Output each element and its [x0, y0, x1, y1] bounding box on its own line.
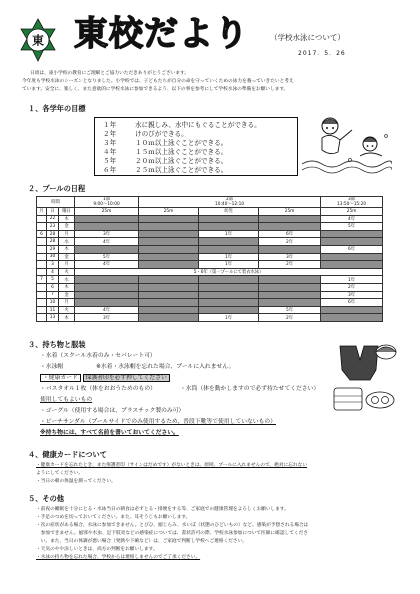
goal-desc: １０ｍ以上泳ぐことができる。 — [135, 139, 228, 147]
schedule-cell — [199, 306, 259, 314]
day-cell: 30 — [47, 253, 59, 261]
schedule-row — [37, 245, 383, 253]
month-cell — [37, 268, 47, 276]
schedule-cell — [199, 245, 259, 253]
swim-goods-illustration — [330, 340, 400, 420]
schedule-cell: 4年 — [75, 238, 139, 246]
health-card-line-2: ようにしてください。 — [36, 471, 83, 476]
schedule-cell — [75, 223, 139, 231]
schedule-row — [37, 253, 383, 261]
schedule-cell — [321, 238, 383, 246]
schedule-cell — [139, 314, 199, 322]
section-items-heading: ３、持ち物と服装 — [28, 340, 86, 349]
weekday-cell: 月 — [59, 261, 75, 269]
item-health-card — [40, 374, 170, 382]
col-header: 25m — [75, 208, 139, 216]
weekday-cell: 金 — [59, 223, 75, 231]
newsletter-subtitle: （学校水泳について） — [270, 33, 345, 42]
month-cell — [37, 253, 47, 261]
weekday-cell: 水 — [59, 238, 75, 246]
goal-grade: ５年 — [103, 157, 117, 165]
day-cell: 4 — [47, 268, 59, 276]
schedule-row — [37, 283, 383, 291]
item-swimcap-note: ※水着・水泳帽を忘れた場合、プールに入れません。 — [96, 364, 235, 370]
section-health-card-heading: ４、健康カードについて — [28, 450, 107, 459]
schedule-cell — [139, 276, 199, 284]
schedule-cell: 5年 — [321, 223, 383, 231]
month-cell: 7 — [37, 276, 47, 284]
goal-grade: ３年 — [103, 139, 117, 147]
goal-grade: ２年 — [103, 130, 117, 138]
goal-desc: ２５ｍ以上泳ぐことができる。 — [135, 166, 228, 174]
schedule-cell — [139, 299, 199, 307]
goal-desc: ２０ｍ以上泳ぐことができる。 — [135, 157, 228, 165]
schedule-cell: 6年 — [259, 230, 321, 238]
month-cell — [37, 223, 47, 231]
schedule-cell — [139, 245, 199, 253]
schedule-cell — [75, 276, 139, 284]
schedule-cell — [259, 283, 321, 291]
school-logo — [16, 18, 60, 62]
weekday-cell: 木 — [59, 314, 75, 322]
schedule-cell — [199, 291, 259, 299]
health-card-label: ・健康カード — [40, 374, 81, 382]
schedule-cell — [259, 276, 321, 284]
schedule-row — [37, 276, 383, 284]
schedule-cell: 4年 — [75, 261, 139, 269]
health-card-line-1: ・健康カードを忘れたとき、また保護者印（サインはだめです）がないときは、原則、プールに入れませんので、絶対に忘れない — [36, 463, 308, 468]
day-cell: 29 — [47, 245, 59, 253]
schedule-cell: 4年 — [321, 215, 383, 223]
period-2: 2部 10:40～12:10 — [139, 197, 321, 208]
month-cell — [37, 306, 47, 314]
col-header: 曜日 — [59, 208, 75, 216]
schedule-cell — [139, 283, 199, 291]
schedule-cell — [139, 261, 199, 269]
schedule-cell: 2年 — [259, 261, 321, 269]
month-cell: 6 — [37, 230, 47, 238]
weekday-cell: 火 — [59, 268, 75, 276]
section-other-heading: ５、その他 — [28, 494, 64, 503]
item-sandals: ・ビーチサンダル（プールサイドでのみ使用するため、普段下靴等で使用していないもの） — [40, 419, 276, 425]
weekday-cell: 水 — [59, 276, 75, 284]
month-cell — [37, 291, 47, 299]
schedule-cell — [259, 223, 321, 231]
item-water-bottle: ・水筒（体を動かしますので必ず持たせてください） — [180, 386, 320, 392]
goal-grade: １年 — [103, 121, 117, 129]
schedule-cell: 1年 — [199, 230, 259, 238]
newsletter-title: 東校だより — [74, 14, 249, 54]
day-cell: 11 — [47, 306, 59, 314]
other-line-6: ・天気のやや涼しいときは、尚方の判断をお願いします。 — [36, 547, 158, 552]
month-cell — [37, 283, 47, 291]
schedule-cell — [139, 238, 199, 246]
issue-date: 2017．5．26 — [298, 50, 346, 57]
schedule-cell: 3年 — [321, 291, 383, 299]
day-cell: 7 — [47, 291, 59, 299]
schedule-cell — [199, 283, 259, 291]
schedule-cell: 4年 — [75, 306, 139, 314]
weekday-cell: 木 — [59, 245, 75, 253]
schedule-row — [37, 215, 383, 223]
logo-text: 東 — [31, 33, 45, 48]
schedule-cell: 1年 — [199, 261, 259, 269]
other-line-2: ・手足のつめを切っておいてください。また、耳そうじもお願いします。 — [36, 515, 191, 520]
schedule-cell — [321, 253, 383, 261]
item-towel: ・バスタオル１枚（体をおおうためのもの） — [40, 386, 156, 392]
schedule-cell — [321, 314, 383, 322]
col-header: 25m — [321, 208, 383, 216]
day-cell: 22 — [47, 215, 59, 223]
health-card-line-3: ・当日の朝の体温を測ってください。 — [36, 479, 116, 484]
schedule-cell: 5年 — [75, 253, 139, 261]
goals-box — [94, 117, 298, 176]
day-cell: 13 — [47, 314, 59, 322]
schedule-cell — [75, 283, 139, 291]
schedule-row — [37, 238, 383, 246]
name-label-note: ※持ち物には、すべて名前を書いておいてください。 — [40, 430, 179, 436]
schedule-row — [37, 306, 383, 314]
schedule-cell: 3年 — [259, 253, 321, 261]
weekday-cell: 月 — [59, 299, 75, 307]
schedule-cell: 3年 — [75, 230, 139, 238]
weekday-cell: 金 — [59, 253, 75, 261]
day-cell: 6 — [47, 283, 59, 291]
section-goals-heading: １、各学年の目標 — [28, 104, 86, 113]
schedule-cell — [259, 215, 321, 223]
schedule-cell: 6年 — [321, 299, 383, 307]
schedule-row — [37, 230, 383, 238]
month-cell — [37, 215, 47, 223]
schedule-cell — [139, 291, 199, 299]
goal-desc: けのびができる。 — [135, 130, 188, 138]
schedule-cell — [199, 299, 259, 307]
schedule-cell — [75, 245, 139, 253]
schedule-cell — [259, 245, 321, 253]
month-cell — [37, 238, 47, 246]
schedule-cell: 2年 — [259, 238, 321, 246]
weekday-cell: 木 — [59, 283, 75, 291]
goal-grade: ６年 — [103, 166, 117, 174]
schedule-cell — [75, 291, 139, 299]
day-cell: 5 — [47, 276, 59, 284]
schedule-cell: 5年 — [259, 306, 321, 314]
schedule-row — [37, 261, 383, 269]
schedule-row — [37, 299, 383, 307]
schedule-cell — [75, 215, 139, 223]
day-cell: 28 — [47, 238, 59, 246]
table-subheader-row — [37, 208, 383, 216]
schedule-cell — [321, 230, 383, 238]
other-line-5: い。また、当日の体調が悪い場合（発熱や下痢など）は、ご家庭で判断し学校へご連絡ください。 — [36, 539, 247, 544]
goal-desc: 水に親しみ、水中にもぐることができる。 — [135, 121, 261, 129]
schedule-row — [37, 291, 383, 299]
schedule-row — [37, 223, 383, 231]
goal-grade: ４年 — [103, 148, 117, 156]
schedule-cell — [199, 223, 259, 231]
schedule-row — [37, 314, 383, 322]
day-cell: 3 — [47, 261, 59, 269]
intro-line-2: 今年度も学校水泳のシーズンとなりました。小学校では、子どもたちが自分の命を守っていくための泳力を養っていきたいと考え — [22, 79, 294, 84]
intro-line-3: ています。安全に、楽しく、また意欲的に学校水泳に参加できるよう、以下の事を参考にして学校水泳の準備をお願いします。 — [22, 87, 289, 92]
col-header: 幼児 — [199, 208, 259, 216]
goal-desc: １５ｍ以上泳ぐことができる。 — [135, 148, 228, 156]
pool-schedule-table — [36, 196, 383, 322]
schedule-cell — [139, 306, 199, 314]
schedule-cell — [75, 299, 139, 307]
schedule-cell — [321, 261, 383, 269]
item-goggles: ・ゴーグル（使用する場合は、プラスチック製のみ可） — [40, 408, 185, 414]
other-line-7: ・水泳の持ち物を忘れた場合、学校からは連絡しませんのでご了承ください。 — [36, 555, 201, 560]
section-schedule-heading: ２、プールの日程 — [28, 184, 86, 193]
schedule-cell — [259, 299, 321, 307]
period-1: 1部 9:00～10:00 — [75, 197, 139, 208]
other-line-4: 参加できません。風邪や水虫、足下肢炎などの感染症については、書状許可の際、学校水泳参加について医師に確認してくださ — [36, 531, 308, 536]
weekday-cell: 月 — [59, 230, 75, 238]
swimming-children-illustration — [300, 112, 392, 182]
month-cell — [37, 299, 47, 307]
schedule-cell — [199, 238, 259, 246]
month-cell — [37, 261, 47, 269]
item-swim-cap: ・水泳帽 — [40, 364, 64, 370]
schedule-cell — [199, 215, 259, 223]
schedule-cell: 1年 — [199, 314, 259, 322]
schedule-cell — [199, 276, 259, 284]
weekday-cell: 金 — [59, 291, 75, 299]
day-cell: 23 — [47, 223, 59, 231]
schedule-cell: 2年 — [321, 283, 383, 291]
schedule-cell — [139, 230, 199, 238]
day-cell: 10 — [47, 299, 59, 307]
schedule-cell — [259, 291, 321, 299]
period-label: 時間 — [37, 197, 75, 208]
stamp-note: 保護者印を必ず押してください — [83, 374, 170, 382]
schedule-row — [37, 268, 383, 276]
other-line-3: ・次の症状がある場合、水泳に参加できません。とびひ、頭じらみ、水いぼ（状態のひどいもの）など。感染が予想される場合は — [36, 523, 309, 528]
col-header: 月 — [37, 208, 47, 216]
schedule-cell: 6年 — [321, 245, 383, 253]
schedule-cell — [139, 215, 199, 223]
item-swimsuit: ・水着（スクール水着のみ・セパレート可） — [40, 353, 156, 359]
schedule-cell: 1年 — [321, 276, 383, 284]
schedule-cell — [321, 306, 383, 314]
schedule-cell — [139, 253, 199, 261]
optional-items-heading: 使用してもよいもの — [40, 397, 93, 403]
weekday-cell: 木 — [59, 215, 75, 223]
schedule-cell: 1年 — [199, 253, 259, 261]
intro-line-1: 日頃は、東小学校の教育にご理解とご協力いただきありがとうございます。 — [30, 71, 190, 76]
col-header: 25m — [259, 208, 321, 216]
schedule-cell: 3年 — [75, 314, 139, 322]
month-cell — [37, 245, 47, 253]
col-header: 25m — [139, 208, 199, 216]
period-3: 3部 13:50～15:20 — [321, 197, 383, 208]
weekday-cell: 火 — [59, 306, 75, 314]
other-line-1: ・前夜の睡眠を十分にとる・水泳当日の朝食は必ずとる・排便をする等、ご家庭での健康管理をよろしくお願いします。 — [36, 507, 289, 512]
col-header: 日 — [47, 208, 59, 216]
event-cell: 5・6年（第一プールにて着衣水泳） — [75, 268, 383, 276]
schedule-cell: 2年 — [259, 314, 321, 322]
schedule-cell — [139, 223, 199, 231]
day-cell: 28 — [47, 230, 59, 238]
month-cell — [37, 314, 47, 322]
